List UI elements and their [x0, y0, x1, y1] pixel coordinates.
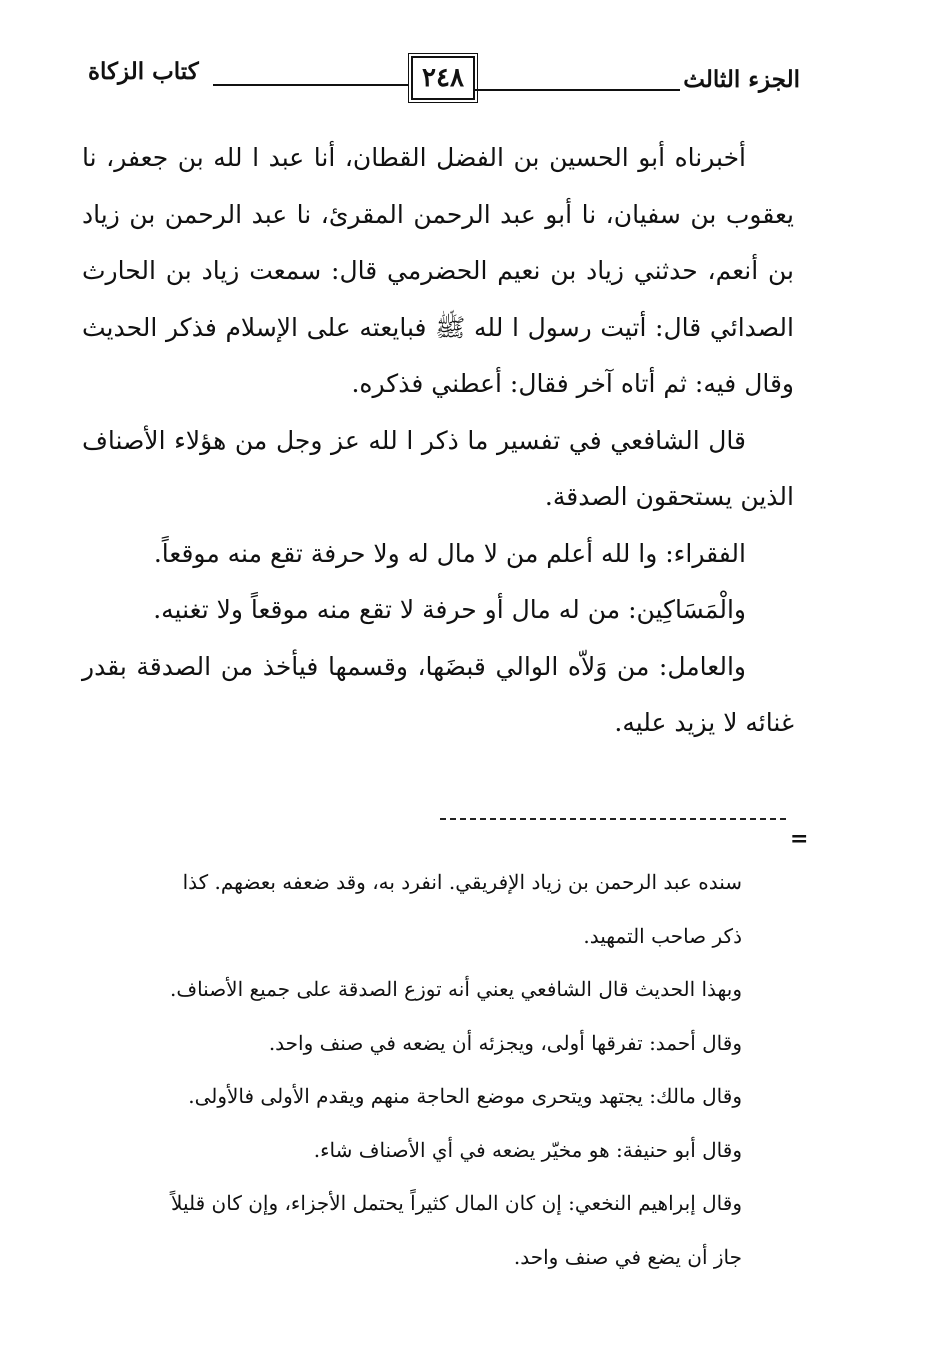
main-text — [82, 130, 794, 752]
footnote-line: وقال أبو حنيفة: هو مخيّر يضعه في أي الأصناف شاء. — [313, 1137, 742, 1162]
footnote-line: جاز أن يضع في صنف واحد. — [513, 1244, 742, 1269]
page-number: ٢٤٨ — [411, 56, 475, 100]
paragraph: قال الشافعي في تفسير ما ذكر ا لله عز وجل من هؤلاء الأصناف الذين يستحقون الصدقة. — [82, 425, 794, 511]
book-title: كتاب الزكاة — [88, 58, 199, 85]
footnote-separator — [440, 818, 786, 820]
footnote-line: وبهذا الحديث قال الشافعي يعني أنه توزع الصدقة على جميع الأصناف. — [169, 977, 742, 1001]
footnote-line: وقال مالك: يجتهد ويتحرى موضع الحاجة منهم ويقدم الأولى فالأولى. — [188, 1084, 742, 1108]
paragraph: الفقراء: وا لله أعلم من لا مال له ولا حرفة تقع منه موقعاً. — [153, 538, 746, 568]
footnote-line: ذكر صاحب التمهيد. — [583, 923, 742, 948]
footnote-line: وقال أحمد: تفرقها أولى، ويجزئه أن يضعه في صنف واحد. — [268, 1030, 742, 1055]
paragraph: أخبرناه أبو الحسين بن الفضل القطان، أنا عبد ا لله بن جعفر، نا يعقوب بن سفيان، نا أبو عبد الرحمن المقرئ، نا عبد الرحمن بن زياد بن أنعم، حدثني زياد بن نعيم الحضرمي قال: سمعت زياد بن الحارث الصدائي قال: أتيت رسول ا لله ﷺ فبايعته على الإسلام فذكر الحديث وقال فيه: ثم أتاه آخر فقال: أعطني فذكره. — [82, 143, 794, 398]
footnote-continuation-mark: = — [790, 826, 809, 852]
footnote-line: سنده عبد الرحمن بن زياد الإفريقي. انفرد به، وقد ضعفه بعضهم. كذا — [182, 870, 742, 894]
volume-title: الجزء الثالث — [683, 66, 800, 93]
footnote-line: وقال إبراهيم النخعي: إن كان المال كثيراً يحتمل الأجزاء، وإن كان قليلاً — [171, 1191, 742, 1215]
paragraph: والعامل: من وَلاّه الوالي قبضَها، وقسمها فيأخذ من الصدقة بقدر غنائه لا يزيد عليه. — [82, 651, 794, 737]
header-rule-right — [475, 89, 680, 91]
header-rule-left — [213, 84, 408, 86]
paragraph: والْمَسَاكِين: من له مال أو حرفة لا تقع منه موقعاً ولا تغنيه. — [153, 595, 746, 624]
footnotes — [82, 856, 742, 1284]
running-header — [88, 52, 800, 112]
